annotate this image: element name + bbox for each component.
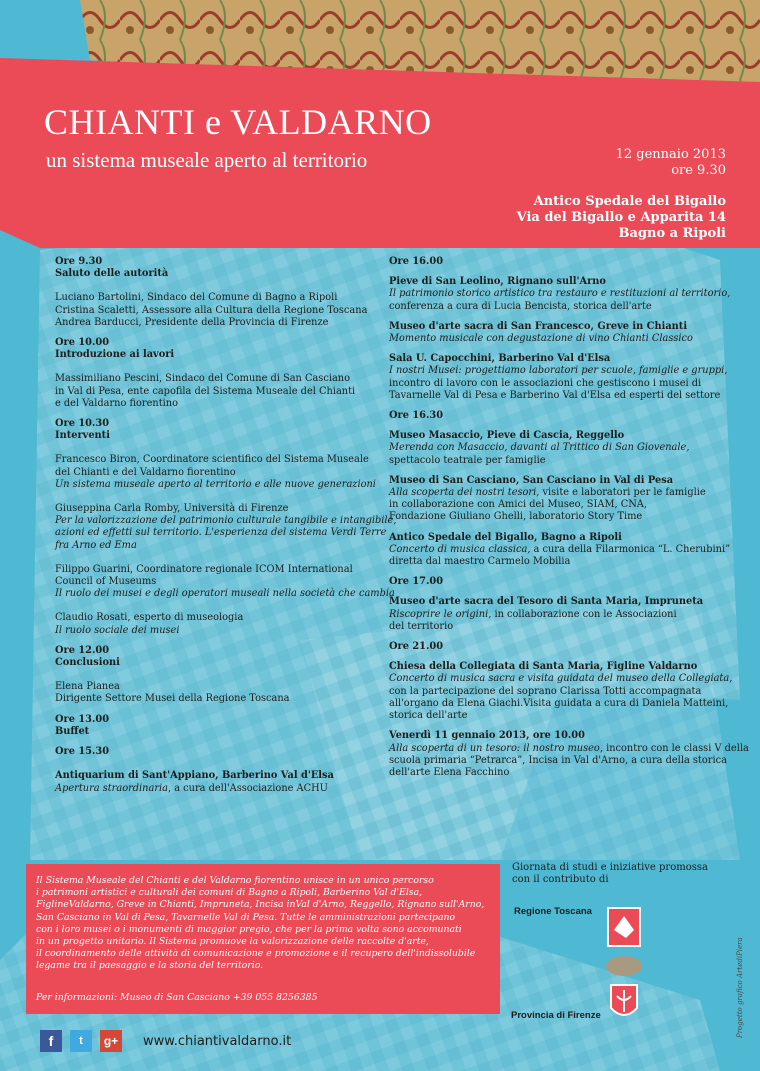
graphic-credit: Progetto grafico ArtediPiera <box>736 937 744 1038</box>
program-line: Per la valorizzazione del patrimonio culturale tangibile e intangibile, <box>55 515 397 527</box>
program-column-right <box>389 256 749 779</box>
program-line-italic: Concerto di musica classica, <box>389 543 531 555</box>
info-line: FiglineValdarno, Greve in Chianti, Impruneta, Incisa inVal d'Arno, Reggello, Rignano sull'Arno, <box>36 899 485 911</box>
program-line: del territorio <box>389 620 454 632</box>
program-line: scuola primaria “Petrarca”, Incisa in Val d'Arno, a cura della storica <box>389 754 727 766</box>
program-time: Ore 16.00 <box>389 256 444 267</box>
program-heading: Venerdì 11 gennaio 2013, ore 10.00 <box>389 730 585 742</box>
program-time: Ore 16.30 <box>389 410 444 422</box>
info-line: i patrimoni artistici e culturali dei comuni di Bagno a Ripoli, Barberino Val d'Elsa, <box>36 887 423 899</box>
spacer <box>55 491 375 503</box>
program-line-italic: Riscoprire le origini, <box>389 608 492 620</box>
promo-line: con il contributo di <box>512 874 609 885</box>
program-line: spettacolo teatrale per famiglie <box>389 454 546 466</box>
info-line: con i loro musei o i monumenti di maggior pregio, che per la prima volta sono accomunati <box>36 923 462 935</box>
program-line-text: , a cura dell'Associazione ACHU <box>168 782 328 794</box>
program-heading: Museo d'arte sacra di San Francesco, Greve in Chianti <box>389 320 688 332</box>
program-line-text: incontro con le classi V della <box>602 742 749 754</box>
program-line: Luciano Bartolini, Sindaco del Comune di Bagno a Ripoli <box>55 292 338 304</box>
program-line <box>389 609 734 621</box>
spacer <box>389 633 734 641</box>
program-line-italic: Apertura straordinaria <box>55 782 168 794</box>
venue-line: Antico Spedale del Bigallo <box>533 194 726 209</box>
promo-line: Giornata di studi e iniziative promossa <box>512 862 708 873</box>
program-line: e del Valdarno fiorentino <box>55 397 178 409</box>
program-heading: Museo d'arte sacra del Tesoro di Santa Maria, Impruneta <box>389 596 704 608</box>
program-line: Claudio Rosati, esperto di museologia <box>55 612 244 624</box>
spacer <box>55 637 375 645</box>
program-time: Ore 13.00 <box>55 713 110 725</box>
spacer <box>389 588 734 596</box>
info-contact: Per informazioni: Museo di San Casciano +39 055 8256385 <box>36 992 318 1003</box>
spacer <box>389 467 734 475</box>
program-line: Un sistema museale aperto al territorio e alle nuove generazioni <box>55 478 376 490</box>
spacer <box>55 442 375 454</box>
spacer <box>389 722 734 730</box>
program-heading: Antico Spedale del Bigallo, Bagno a Ripoli <box>389 531 622 543</box>
spacer <box>389 268 734 276</box>
program-line: Massimiliano Pescini, Sindaco del Comune di San Casciano <box>55 373 351 385</box>
program-time: Ore 12.00 <box>55 644 110 656</box>
event-time: ore 9.30 <box>671 163 726 178</box>
spacer <box>389 653 734 661</box>
sponsor-provincia-firenze: Provincia di Firenze <box>511 1010 601 1021</box>
program-line: Cristina Scaletti, Assessore alla Cultura della Regione Toscana <box>55 304 368 316</box>
page-subtitle: un sistema museale aperto al territorio <box>46 148 368 172</box>
program-line: Merenda con Masaccio, davanti al Trittico di San Giovenale, <box>389 442 690 454</box>
program-time: Ore 10.00 <box>55 337 110 349</box>
program-line: con la partecipazione del soprano Clarissa Totti accompagnata <box>389 685 702 697</box>
program-time: Ore 21.00 <box>389 641 444 653</box>
twitter-icon[interactable]: t <box>70 1030 92 1052</box>
spacer <box>55 669 375 681</box>
program-heading: Introduzione ai lavori <box>55 349 175 361</box>
spacer <box>55 758 375 770</box>
program-heading: Pieve di San Leolino, Rignano sull'Arno <box>389 276 606 288</box>
spacer <box>389 345 734 353</box>
facebook-icon[interactable]: f <box>40 1030 62 1052</box>
spacer <box>55 552 375 564</box>
program-line: in collaborazione con Amici del Museo, SIAM, CNA, <box>389 499 647 511</box>
spacer <box>55 410 375 418</box>
info-line: legame tra il paesaggio e la storia del territorio. <box>36 960 264 972</box>
program-heading: Conclusioni <box>55 657 120 669</box>
program-line: del Chianti e del Valdarno fiorentino <box>55 466 236 478</box>
program-line-text: a cura della Filarmonica “L. Cherubini” <box>530 543 731 555</box>
program-heading: Museo di San Casciano, San Casciano in Val di Pesa <box>389 474 674 486</box>
program-line <box>389 487 734 499</box>
event-date-block <box>616 147 726 179</box>
program-time: Ore 17.00 <box>389 576 444 588</box>
program-time: Ore 9.30 <box>55 256 103 267</box>
program-heading: Chiesa della Collegiata di Santa Maria, Figline Valdarno <box>389 661 698 673</box>
info-box <box>26 864 500 1014</box>
promo-text <box>512 862 708 886</box>
venue-block <box>517 194 726 242</box>
spacer <box>55 361 375 373</box>
info-line: il coordinamento delle attività di comunicazione e promozione e il recupero dell'indissolubile <box>36 948 476 960</box>
website-link[interactable]: www.chiantivaldarno.it <box>143 1034 292 1049</box>
program-heading: Interventi <box>55 430 110 442</box>
program-line: storica dell'arte <box>389 710 468 722</box>
spacer <box>389 402 734 410</box>
venue-line: Bagno a Ripoli <box>618 226 726 241</box>
program-line: Francesco Biron, Coordinatore scientifico del Sistema Museale <box>55 454 369 466</box>
program-line: Filippo Guarini, Coordinatore regionale ICOM International <box>55 563 353 575</box>
spacer <box>389 313 734 321</box>
program-line: conferenza a cura di Lucia Bencista, storica dell'arte <box>389 300 652 312</box>
spacer <box>55 738 375 746</box>
program-line: fra Arno ed Ema <box>55 539 137 551</box>
program-line-text: visite e laboratori per le famiglie <box>539 487 706 499</box>
program-line <box>389 544 734 556</box>
info-line: in un progetto unitario. Il Sistema promuove la valorizzazione delle raccolte d'arte, <box>36 936 429 948</box>
program-line: incontro di lavoro con le associazioni che gestiscono i musei di <box>389 377 702 389</box>
spacer <box>389 422 734 430</box>
program-time: Ore 10.30 <box>55 418 110 430</box>
program-line <box>389 742 749 755</box>
program-line <box>55 783 375 795</box>
program-line: I nostri Musei: progettiamo laboratori per scuole, famiglie e gruppi, <box>389 365 728 377</box>
spacer <box>55 280 375 292</box>
program-time: Ore 15.30 <box>55 746 110 758</box>
program-line: diretta dal maestro Carmelo Mobilia <box>389 556 571 568</box>
program-line: Concerto di musica sacra e visita guidata del museo della Collegiata, <box>389 673 733 685</box>
program-line: azioni ed effetti sul territorio. L'esperienza del sistema Verdi Terre <box>55 527 387 539</box>
info-line: Il Sistema Museale del Chianti e del Valdarno fiorentino unisce in un unico percorso <box>36 875 434 886</box>
program-heading: Antiquarium di Sant'Appiano, Barberino Val d'Elsa <box>55 770 334 782</box>
program-line: Momento musicale con degustazione di vino Chianti Classico <box>389 333 693 345</box>
info-description <box>36 875 496 973</box>
spacer <box>389 568 734 576</box>
venue-line: Via del Bigallo e Apparita 14 <box>516 210 726 225</box>
program-line-italic: Alla scoperta dei nostri tesori, <box>389 487 540 499</box>
program-heading: Sala U. Capocchini, Barberino Val d'Elsa <box>389 353 611 365</box>
program-line: dell'arte Elena Facchino <box>389 766 510 778</box>
program-line: Andrea Barducci, Presidente della Provincia di Firenze <box>55 316 329 328</box>
program-line: Giuseppina Carla Romby, Università di Firenze <box>55 503 289 515</box>
program-line: all'organo da Elena Giachi.Visita guidata a cura di Daniela Matteini, <box>389 697 729 709</box>
program-line: Il patrimonio storico artistico tra restauro e restituzioni al territorio, <box>389 288 731 300</box>
program-line: Council of Museums <box>55 576 157 588</box>
event-date: 12 gennaio 2013 <box>615 147 726 162</box>
program-line: Fondazione Giuliano Ghelli, laboratorio Story Time <box>389 511 643 523</box>
program-line: Elena Pianea <box>55 681 120 693</box>
program-line-text: in collaborazione con le Associazioni <box>491 608 677 620</box>
spacer <box>55 600 375 612</box>
sponsor-regione-toscana: Regione Toscana <box>514 906 592 917</box>
program-line: Il ruolo sociale dei musei <box>55 624 180 636</box>
spacer <box>389 524 734 532</box>
page-title: CHIANTI e VALDARNO <box>44 102 432 142</box>
program-heading: Saluto delle autorità <box>55 268 169 280</box>
program-line: Il ruolo dei musei e degli operatori museali nella società che cambia <box>55 588 395 600</box>
info-line: San Casciano in Val di Pesa, Tavarnelle Val di Pesa. Tutte le amministrazioni partecipano <box>36 911 456 923</box>
program-line: Dirigente Settore Musei della Regione Toscana <box>55 693 290 705</box>
program-column-left <box>55 256 397 795</box>
program-heading: Buffet <box>55 725 90 737</box>
googleplus-icon[interactable]: g+ <box>100 1030 122 1052</box>
program-line: Tavarnelle Val di Pesa e Barberino Val d'Elsa ed esperti del settore <box>389 389 721 401</box>
program-line: in Val di Pesa, ente capofila del Sistema Museale del Chianti <box>55 385 356 397</box>
spacer <box>55 706 375 714</box>
program-line-italic: Alla scoperta di un tesoro: il nostro museo, <box>389 742 603 754</box>
spacer <box>55 329 375 337</box>
program-heading: Museo Masaccio, Pieve di Cascia, Reggello <box>389 430 625 442</box>
